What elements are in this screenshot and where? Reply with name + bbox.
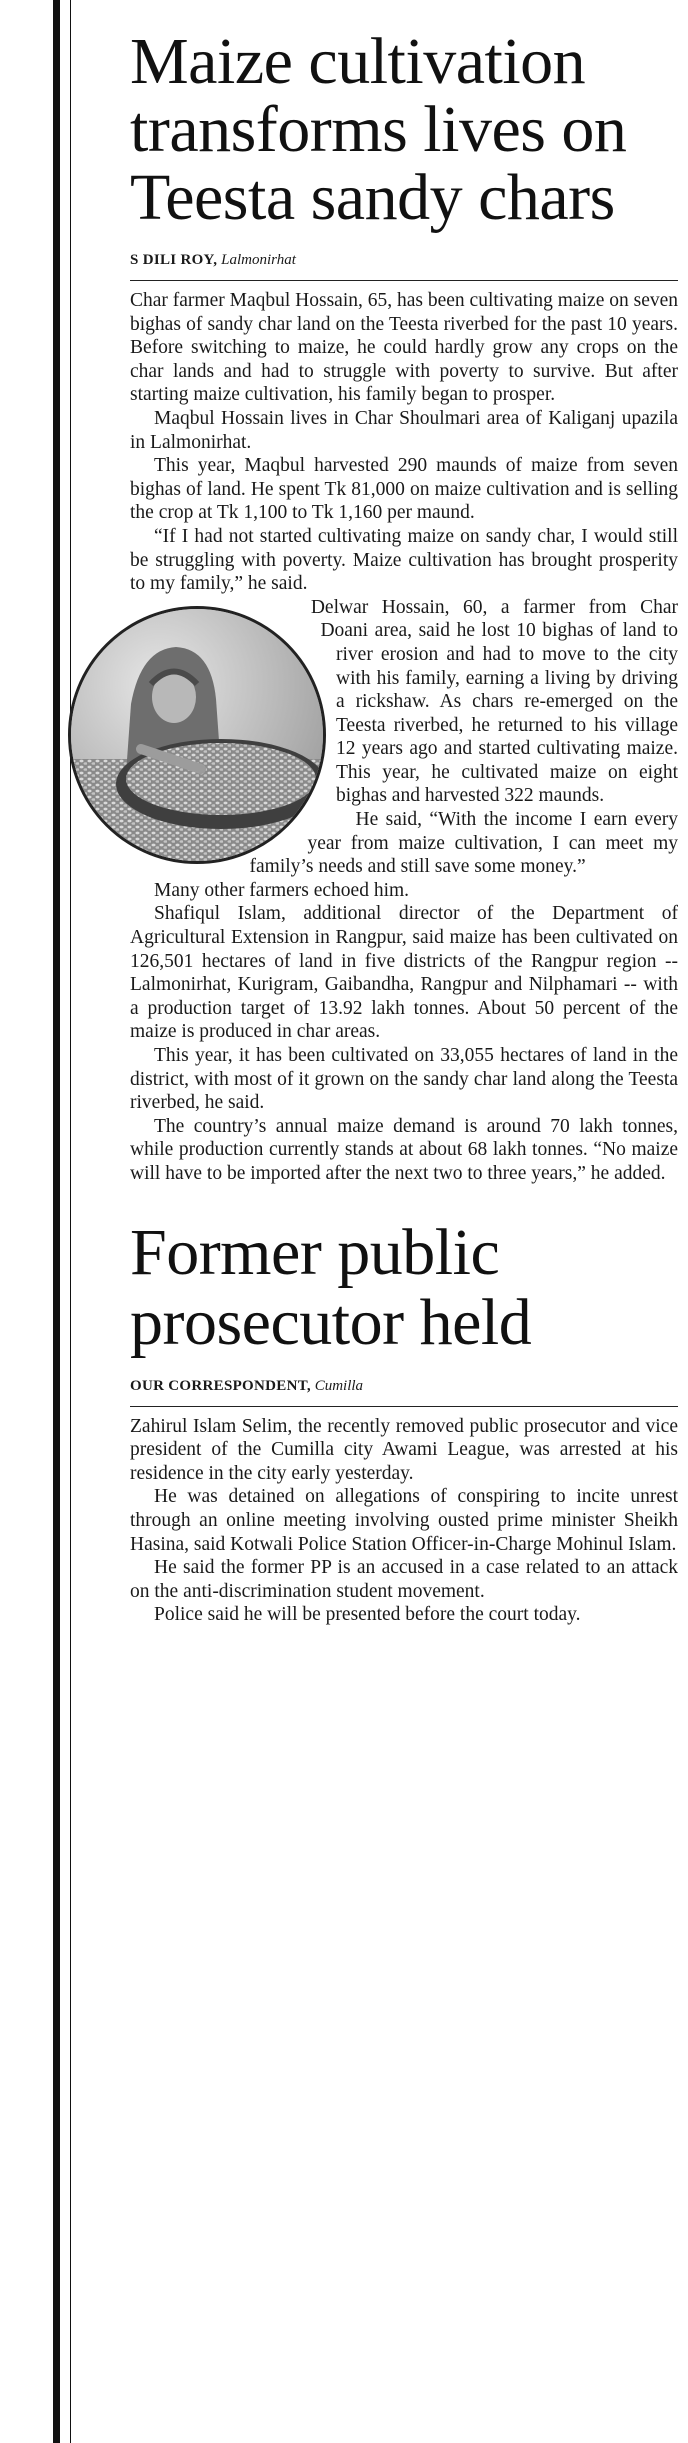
column-rule-thick [53, 0, 60, 2443]
article-byline [130, 1376, 678, 1396]
news-column [130, 0, 678, 1627]
article-byline [130, 250, 678, 270]
article-paragraph: This year, Maqbul harvested 290 maunds of maize from seven bighas of land. He spent Tk 81,000 on maize cultivation and is selling the crop at Tk 1,100 to Tk 1,160 per maund. [130, 455, 678, 524]
byline-divider [130, 280, 678, 281]
byline-location: Cumilla [314, 1377, 364, 1394]
article-paragraph: Many other farmers echoed him. [154, 879, 410, 901]
article-body [130, 289, 678, 1186]
byline-author: OUR CORRESPONDENT, [130, 1377, 311, 1394]
article-paragraph: Char farmer Maqbul Hossain, 65, has been cultivating maize on seven bighas of sandy char land on the Teesta riverbed for the past 10 years. Before switching to maize, he could hardly grow any crops on the char lands and had to struggle with poverty to survive. But after starting maize cultivation, his family began to prosper. [130, 290, 679, 406]
article-paragraph: This year, it has been cultivated on 33,055 hectares of land in the district, with most of it grown on the sandy char land along the Teesta riverbed, he said. [130, 1045, 678, 1114]
column-rule-thin [70, 0, 71, 2443]
byline-divider [130, 1406, 678, 1407]
article-body [130, 1415, 678, 1627]
article-paragraph: Police said he will be presented before the court today. [154, 1604, 581, 1626]
article-maize [130, 25, 679, 1186]
article-paragraph: The country’s annual maize demand is around 70 lakh tonnes, while production currently stands at about 68 lakh tonnes. “No maize will have to be imported after the next two to three years,” he added. [130, 1115, 678, 1184]
byline-location: Lalmonirhat [221, 252, 296, 268]
article-paragraph: He was detained on allegations of conspiring to incite unrest through an online meeting involving ousted prime minister Sheikh Hasina, said Kotwali Police Station Officer-in-Charge Mohinul Islam. [130, 1486, 678, 1555]
article-paragraph: Maqbul Hossain lives in Char Shoulmari area of Kaliganj upazila in Lalmonirhat. [130, 407, 678, 453]
article-paragraph: Shafiqul Islam, additional director of the Department of Agricultural Extension in Rangpur, said maize has been cultivated on 126,501 hectares of land in five districts of the Rangpur region -- Lalmonirhat, Kurigram, Gaibandha, Rangpur and Nilphamari -- with a production target of 13.92 lakh tonnes. About 50 percent of the maize is produced in char areas. [130, 903, 678, 1043]
article-headline: Former public prosecutor held [130, 1215, 532, 1359]
article-paragraph: “If I had not started cultivating maize on sandy char, I would still be struggling with poverty. Maize cultivation has brought prosperity to my family,” he said. [130, 525, 678, 595]
article-headline: Maize cultivation transforms lives on Teesta sandy chars [130, 25, 627, 234]
farmer-photo-illustration [71, 609, 323, 861]
byline-author: S DILI ROY, [130, 252, 218, 268]
article-paragraph: He said the former PP is an accused in a case related to an attack on the anti-discrimination student movement. [130, 1557, 678, 1602]
farmer-photo-frame [68, 606, 326, 864]
article-paragraph: He said, “With the income I earn every year from maize cultivation, I can meet my family’s needs and still save some money.” [249, 809, 678, 878]
farmer-photo [68, 606, 326, 864]
article-paragraph: Zahirul Islam Selim, the recently removed public prosecutor and vice president of the Cumilla city Awami League, was arrested at his residence in the city early yesterday. [130, 1415, 678, 1484]
article-paragraph: Delwar Hossain, 60, a farmer from Char Doani area, said he lost 10 bighas of land to river erosion and had to move to the city with his family, earning a living by driving a rickshaw. As chars re-emerged on the Teesta riverbed, he returned to his village 12 years ago and started cultivating maize. This year, he cultivated maize on eight bighas and harvested 322 maunds. [310, 596, 678, 807]
article-prosecutor [130, 1215, 678, 1627]
